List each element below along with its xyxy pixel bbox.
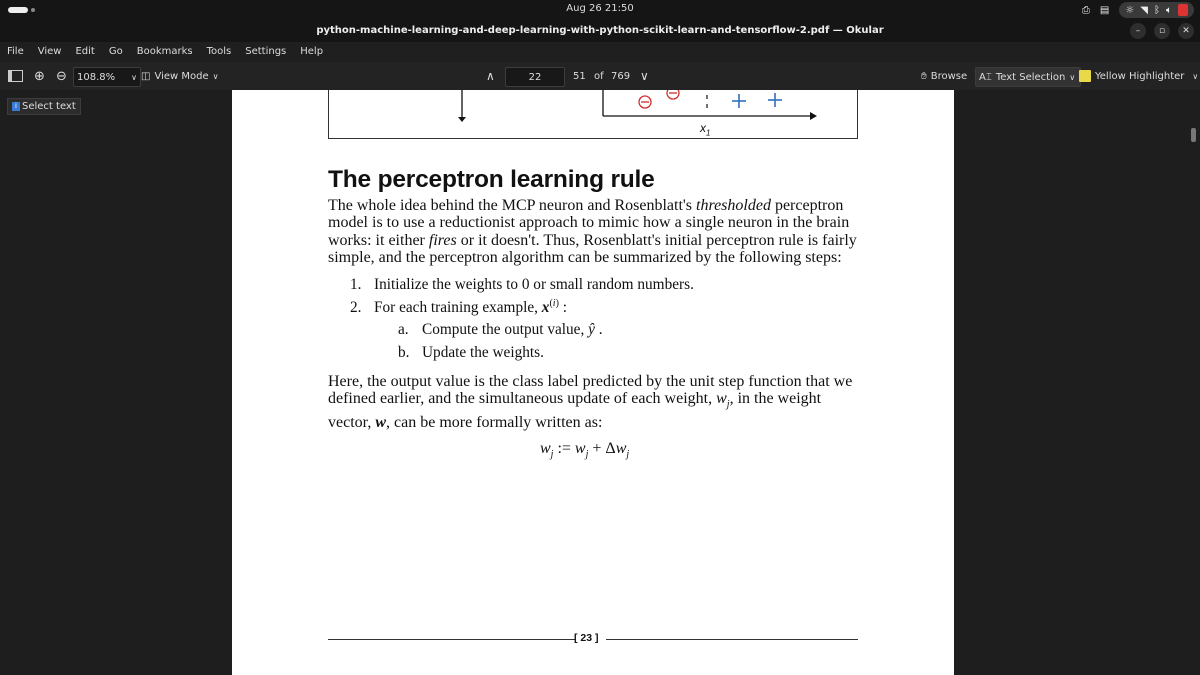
- battery-icon: [1178, 4, 1188, 16]
- chevron-down-icon: ∨: [131, 72, 137, 82]
- highlighter-label: Yellow Highlighter: [1095, 70, 1185, 82]
- menu-settings[interactable]: Settings: [245, 46, 287, 57]
- chevron-down-icon: ∨: [640, 69, 649, 83]
- next-page-button[interactable]: [640, 67, 649, 85]
- right-background: [954, 90, 1200, 675]
- close-button[interactable]: ✕: [1178, 23, 1194, 39]
- brightness-icon: ☼: [1125, 4, 1135, 16]
- text-cursor-icon: A⌶: [979, 71, 992, 83]
- volume-icon: 🔈︎: [1166, 4, 1172, 16]
- substep-a: a. Compute the output value, ŷ .: [398, 321, 603, 338]
- figure-graphic: [329, 90, 857, 138]
- vertical-arrowhead: [458, 117, 466, 122]
- of-label: of: [594, 70, 604, 82]
- page-number-value: 22: [528, 71, 542, 83]
- zoom-value: 108.8%: [77, 71, 116, 83]
- maximize-button[interactable]: ▫: [1154, 23, 1170, 39]
- highlighter-icon: [1079, 70, 1091, 82]
- clock[interactable]: Aug 26 21:50: [566, 3, 634, 14]
- menu-tools[interactable]: Tools: [206, 46, 232, 57]
- x-arrowhead: [810, 112, 817, 120]
- system-status-group[interactable]: [1119, 2, 1194, 18]
- substep-b: b. Update the weights.: [398, 344, 544, 361]
- footer-rule-left: [328, 639, 576, 640]
- step-2: 2. For each training example, $x^{(i)}$ :: [350, 298, 567, 317]
- menu-edit[interactable]: Edit: [75, 46, 95, 57]
- zoom-out-icon: ⊖: [56, 68, 67, 84]
- footer-rule-right: [606, 639, 858, 640]
- page-number-footer: [ 23 ]: [574, 632, 599, 644]
- chevron-down-icon: ∨: [1192, 71, 1199, 81]
- select-text-label: Select text: [22, 101, 76, 112]
- book-icon: ◫: [141, 70, 151, 82]
- chevron-down-icon: ∨: [1069, 72, 1076, 82]
- wifi-icon: ◥: [1140, 4, 1148, 16]
- browse-tool-button[interactable]: [921, 67, 967, 85]
- menu-bar: [0, 42, 1200, 62]
- chevron-down-icon: ∨: [212, 71, 219, 81]
- total-pages: 769: [611, 70, 631, 82]
- x-axis-label: $x_1$: [700, 121, 711, 138]
- previous-page-button[interactable]: [486, 67, 495, 85]
- zoom-in-icon: ⊕: [34, 68, 45, 84]
- scrollbar-thumb[interactable]: [1191, 128, 1196, 142]
- menu-file[interactable]: File: [7, 46, 24, 57]
- left-panel: [0, 90, 232, 675]
- zoom-in-button[interactable]: [34, 67, 45, 85]
- update-paragraph: Here, the output value is the class label predicted by the unit step function that we defined earlier, and the simultaneous update of each weight, $w_j$, in the weight vector, w, can be more formally written as:: [328, 373, 853, 431]
- zoom-out-button[interactable]: [56, 67, 67, 85]
- clipboard-icon[interactable]: ▤: [1099, 4, 1110, 16]
- printer-icon[interactable]: ⎙: [1081, 4, 1090, 16]
- weight-update-formula: $w_j$ := $w_j + \Delta w_j$: [540, 440, 630, 461]
- step-1: 1. Initialize the weights to 0 or small random numbers.: [350, 276, 694, 293]
- bluetooth-icon: ᛒ: [1154, 4, 1160, 16]
- menu-view[interactable]: View: [37, 46, 62, 57]
- window-title-bar: [0, 20, 1200, 42]
- select-text-tooltip: [7, 98, 81, 115]
- page-number-input[interactable]: [505, 67, 565, 87]
- browse-label: Browse: [930, 70, 968, 82]
- intro-paragraph: The whole idea behind the MCP neuron and Rosenblatt's thresholded perceptron model is to use a reductionist approach to mimic how a single neuron in the brain works: it either fires or it doesn't. Thus, Rosenblatt's initial perceptron rule is fairly simple, and the perceptron algorithm can be summarized by the following steps:: [328, 197, 857, 266]
- sidebar-toggle-button[interactable]: [8, 67, 23, 85]
- chevron-up-icon: ∧: [486, 69, 495, 83]
- highlighter-tool-button[interactable]: [1079, 67, 1198, 85]
- text-selection-label: Text Selection: [995, 71, 1066, 83]
- negative-point: [667, 90, 679, 99]
- perceptron-figure: [328, 90, 858, 139]
- sidebar-toggle-icon: [8, 70, 23, 82]
- system-tray: [1082, 2, 1194, 18]
- view-mode-button[interactable]: [141, 67, 218, 85]
- zoom-select[interactable]: [73, 67, 141, 87]
- document-page: [232, 90, 954, 675]
- page-label: 51: [573, 70, 586, 82]
- menu-go[interactable]: Go: [108, 46, 123, 57]
- system-top-bar: [0, 0, 1200, 20]
- menu-bookmarks[interactable]: Bookmarks: [136, 46, 193, 57]
- minimize-button[interactable]: –: [1130, 23, 1146, 39]
- window-title: python-machine-learning-and-deep-learning-with-python-scikit-learn-and-tensorflow-2.pdf — Okular: [316, 25, 884, 36]
- section-heading: The perceptron learning rule: [328, 166, 655, 193]
- info-icon: i: [12, 102, 20, 111]
- toolbar: [0, 62, 1200, 90]
- menu-help[interactable]: Help: [300, 46, 324, 57]
- text-selection-tool-button[interactable]: [975, 67, 1081, 87]
- hand-icon: ✋︎: [921, 70, 927, 82]
- view-mode-label: View Mode: [154, 70, 209, 82]
